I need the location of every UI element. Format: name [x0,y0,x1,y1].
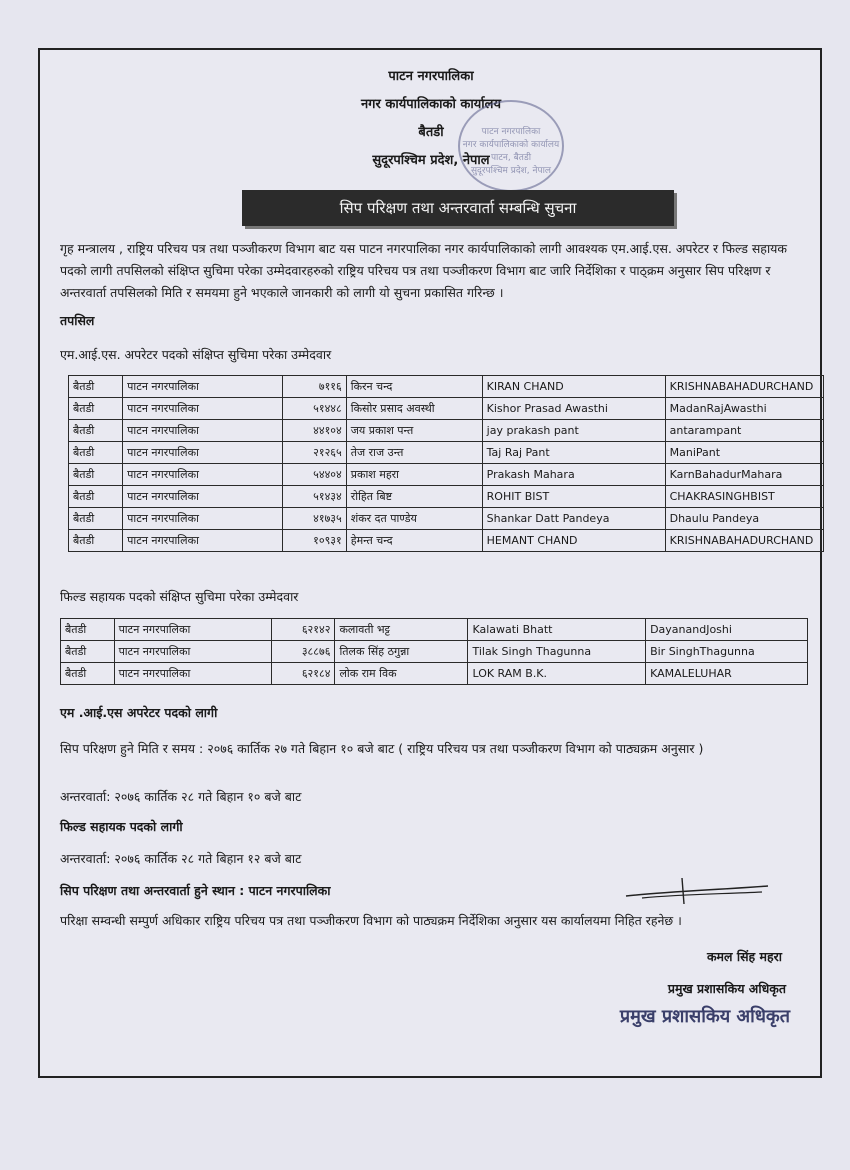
table-row [69,508,824,530]
name-english-cell: Kishor Prasad Awasthi [482,398,665,420]
district-cell: बैतडी [61,641,115,663]
name-english-cell: LOK RAM B.K. [468,663,646,685]
table-row [69,486,824,508]
municipality-cell: पाटन नगरपालिका [123,486,283,508]
field-interview-schedule: अन्तरवार्ता: २०७६ कार्तिक २८ गते बिहान १२ बजे बाट [60,851,302,866]
district-cell: बैतडी [69,464,123,486]
name-nepali-cell: रोहित बिष्ट [346,486,482,508]
id-cell: ७११६ [282,376,346,398]
name-english-cell: KIRAN CHAND [482,376,665,398]
district-cell: बैतडी [69,420,123,442]
id-cell: ६२१८४ [272,663,335,685]
municipality-cell: पाटन नगरपालिका [123,420,283,442]
id-cell: ६२१४२ [272,619,335,641]
name-english-cell: Kalawati Bhatt [468,619,646,641]
name-english-cell: Shankar Datt Pandeya [482,508,665,530]
office-name: पाटन नगरपालिका [388,69,474,84]
district-cell: बैतडी [69,442,123,464]
guardian-name-cell: CHAKRASINGHBIST [665,486,823,508]
guardian-name-cell: KRISHNABAHADURCHAND [665,530,823,552]
table-row [69,420,824,442]
municipality-cell: पाटन नगरपालिका [123,442,283,464]
name-nepali-cell: किरन चन्द [346,376,482,398]
municipality-cell: पाटन नगरपालिका [114,641,272,663]
name-nepali-cell: प्रकाश महरा [346,464,482,486]
office-seal: पाटन नगरपालिका नगर कार्यपालिकाको कार्यालय पाटन, बैतडी सुदूरपश्चिम प्रदेश, नेपाल [458,100,564,192]
venue-line: सिप परिक्षण तथा अन्तरवार्ता हुने स्थान : पाटन नगरपालिका [60,883,331,898]
district-cell: बैतडी [61,663,115,685]
name-nepali-cell: जय प्रकाश पन्त [346,420,482,442]
tapasil-label: तपसिल [60,313,95,328]
table-row [69,398,824,420]
municipality-cell: पाटन नगरपालिका [123,376,283,398]
id-cell: ५१४३४ [282,486,346,508]
id-cell: १०९३१ [282,530,346,552]
municipality-cell: पाटन नगरपालिका [114,619,272,641]
guardian-name-cell: MadanRajAwasthi [665,398,823,420]
table-row [69,464,824,486]
name-nepali-cell: तिलक सिंह ठगुन्ना [335,641,468,663]
guardian-name-cell: KAMALELUHAR [646,663,808,685]
district-cell: बैतडी [69,508,123,530]
table-row [69,442,824,464]
notice-title: सिप परिक्षण तथा अन्तरवार्ता सम्बन्धि सुचना [242,190,674,226]
guardian-name-cell: antarampant [665,420,823,442]
mis-section-title: एम .आई.एस अपरेटर पदको लागी [60,705,218,720]
municipality-cell: पाटन नगरपालिका [123,398,283,420]
field-section-title: फिल्ड सहायक पदको लागी [60,819,183,834]
name-nepali-cell: लोक राम विक [335,663,468,685]
office-subtitle: नगर कार्यपालिकाको कार्यालय [360,97,502,112]
name-english-cell: ROHIT BIST [482,486,665,508]
id-cell: ५४४०४ [282,464,346,486]
municipality-cell: पाटन नगरपालिका [123,464,283,486]
mis-candidates-heading: एम.आई.एस. अपरेटर पदको संक्षिप्त सुचिमा परेका उम्मेदवार [60,347,332,362]
field-candidates-table [60,618,808,685]
mis-interview-schedule: अन्तरवार्ता: २०७६ कार्तिक २८ गते बिहान १० बजे बाट [60,789,302,804]
name-english-cell: jay prakash pant [482,420,665,442]
office-province: सुदूरपश्चिम प्रदेश, नेपाल [372,153,490,168]
district-cell: बैतडी [69,376,123,398]
district-cell: बैतडी [69,530,123,552]
guardian-name-cell: Bir SinghThagunna [646,641,808,663]
name-english-cell: Taj Raj Pant [482,442,665,464]
signatory-title: प्रमुख प्रशासकिय अधिकृत [667,981,786,996]
signatory-name: कमल सिंह महरा [706,949,782,964]
id-cell: ३८८७६ [272,641,335,663]
id-cell: २१२६५ [282,442,346,464]
signature-mark [622,876,772,906]
table-row [61,663,808,685]
guardian-name-cell: KarnBahadurMahara [665,464,823,486]
id-cell: ४१७३५ [282,508,346,530]
district-cell: बैतडी [69,398,123,420]
district-cell: बैतडी [69,486,123,508]
name-english-cell: Prakash Mahara [482,464,665,486]
authority-note: परिक्षा सम्वन्धी सम्पुर्ण अधिकार राष्ट्रिय परिचय पत्र तथा पञ्जीकरण विभाग को पाठ्यक्रम निर्देशिका अनुसार यस कार्यालयमा निहित रहनेछ । [60,913,682,928]
guardian-name-cell: KRISHNABAHADURCHAND [665,376,823,398]
office-district: बैतडी [418,125,444,140]
guardian-name-cell: DayanandJoshi [646,619,808,641]
table-row [61,641,808,663]
guardian-name-cell: ManiPant [665,442,823,464]
name-nepali-cell: तेज राज उन्त [346,442,482,464]
municipality-cell: पाटन नगरपालिका [123,530,283,552]
name-english-cell: HEMANT CHAND [482,530,665,552]
district-cell: बैतडी [61,619,115,641]
mis-candidates-table [68,375,824,552]
municipality-cell: पाटन नगरपालिका [114,663,272,685]
field-candidates-heading: फिल्ड सहायक पदको संक्षिप्त सुचिमा परेका उम्मेदवार [60,589,299,604]
id-cell: ५१४४८ [282,398,346,420]
name-nepali-cell: कलावती भट्ट [335,619,468,641]
name-nepali-cell: शंकर दत पाण्डेय [346,508,482,530]
name-english-cell: Tilak Singh Thagunna [468,641,646,663]
table-row [61,619,808,641]
notice-page [38,48,822,1078]
intro-paragraph: गृह मन्त्रालय , राष्ट्रिय परिचय पत्र तथा पञ्जीकरण विभाग बाट यस पाटन नगरपालिका नगर कार्यपालिकाको लागी आवश्यक एम.आई.एस. अपरेटर र फिल्ड सहायक पदको लागी तपसिलको संक्षिप्त सुचिमा परेका उम्मेदवारहरुको राष्ट्रिय परिचय पत्र तथा पञ्जीकरण विभाग बाट जारि निर्देशिका र पाठ्क्रम अनुसार सिप परिक्षण र अन्तरवार्ता तपसिलको मिति र समयमा हुने भएकाले जानकारी को लागी यो सुचना प्रकासित गरिन्छ । [60,241,788,300]
notice-content [60,50,814,1076]
table-row [69,376,824,398]
guardian-name-cell: Dhaulu Pandeya [665,508,823,530]
municipality-cell: पाटन नगरपालिका [123,508,283,530]
id-cell: ४४१०४ [282,420,346,442]
name-nepali-cell: हेमन्त चन्द [346,530,482,552]
mis-skill-test-schedule: सिप परिक्षण हुने मिति र समय : २०७६ कार्तिक २७ गते बिहान १० बजे बाट ( राष्ट्रिय परिचय पत्र तथा पञ्जीकरण विभाग को पाठ्यक्रम अनुसार ) [60,741,704,756]
name-nepali-cell: किसोर प्रसाद अवस्थी [346,398,482,420]
signatory-stamp: प्रमुख प्रशासकिय अधिकृत [619,1006,790,1027]
table-row [69,530,824,552]
